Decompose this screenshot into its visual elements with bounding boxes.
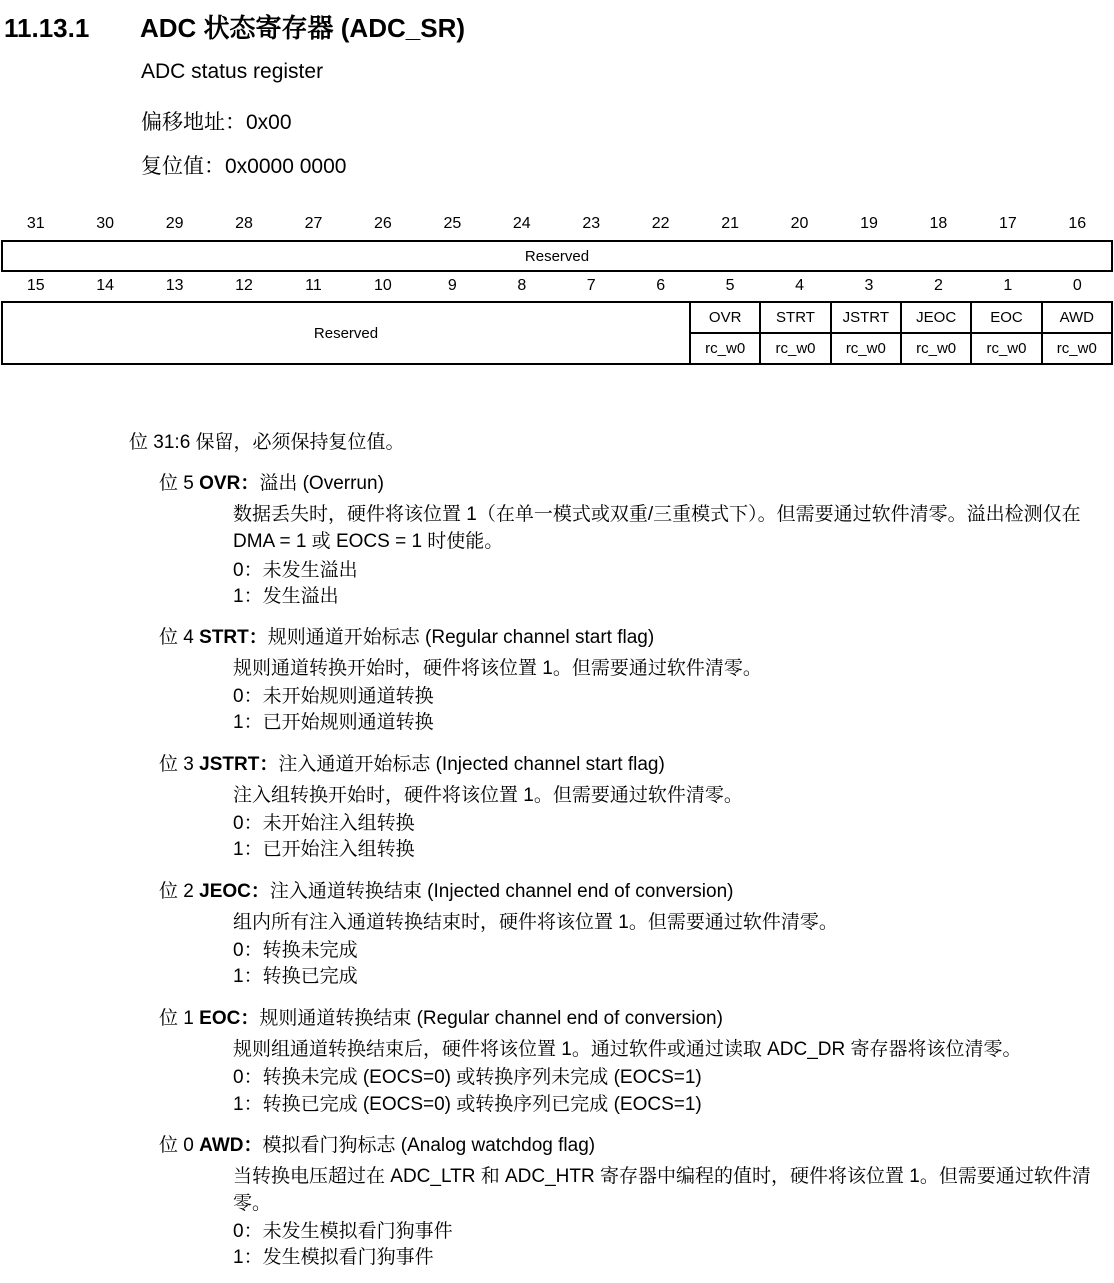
field-strt — [759, 303, 829, 363]
field-access: rc_w0 — [986, 340, 1027, 357]
awd-value-1: 1：发生模拟看门狗事件 — [233, 1247, 434, 1268]
jstrt-value-0: 0：未开始注入组转换 — [233, 813, 415, 834]
bit-range: 位 1 — [159, 1008, 194, 1029]
bit-number: 18 — [929, 215, 948, 232]
field-title: 注入通道开始标志 (Injected channel start flag) — [278, 754, 665, 775]
bit-number: 22 — [651, 215, 670, 232]
bit-number: 11 — [305, 277, 322, 294]
eoc-value-0: 0：转换未完成 (EOCS=0) 或转换序列未完成 (EOCS=1) — [233, 1067, 702, 1088]
field-name: JSTRT — [832, 303, 900, 334]
strt-title-line — [159, 625, 654, 651]
field-access: rc_w0 — [775, 340, 816, 357]
field-access: rc_w0 — [705, 340, 746, 357]
jeoc-title-line — [159, 879, 733, 905]
ovr-value-0: 0：未发生溢出 — [233, 560, 358, 581]
bit-number: 23 — [582, 215, 601, 232]
strt-description: 规则通道转换开始时，硬件将该位置 1。但需要通过软件清零。 — [233, 658, 762, 679]
bit-range: 位 2 — [159, 881, 194, 902]
ovr-value-1: 1：发生溢出 — [233, 586, 339, 607]
bit-number: 10 — [374, 277, 392, 294]
bit-number: 21 — [721, 215, 739, 232]
field-name: EOC — [972, 303, 1040, 334]
bit-number: 13 — [165, 277, 184, 294]
field-name: JEOC： — [199, 881, 270, 902]
offset-label: 偏移地址： — [141, 110, 246, 134]
bit-range: 位 5 — [159, 473, 194, 494]
field-ovr — [689, 303, 759, 363]
bit-range: 位 31:6 — [129, 432, 191, 453]
field-name: AWD： — [199, 1135, 263, 1156]
reset-label: 复位值： — [141, 154, 225, 178]
bit-fields — [689, 303, 1111, 363]
bit-number: 12 — [235, 277, 253, 294]
bit-number: 25 — [443, 215, 462, 232]
jeoc-value-0: 0：转换未完成 — [233, 940, 358, 961]
ovr-title-line — [159, 471, 384, 497]
jstrt-value-1: 1：已开始注入组转换 — [233, 839, 415, 860]
offset-address — [141, 106, 292, 136]
field-title: 溢出 (Overrun) — [259, 473, 384, 494]
bit-number: 16 — [1068, 215, 1087, 232]
bit-number: 15 — [26, 277, 45, 294]
awd-value-0: 0：未发生模拟看门狗事件 — [233, 1221, 453, 1242]
offset-value: 0x00 — [246, 111, 292, 134]
field-name: AWD — [1043, 303, 1111, 334]
bit-number: 19 — [860, 215, 878, 232]
bit-range: 位 4 — [159, 627, 194, 648]
bit-number: 4 — [795, 277, 804, 294]
field-title: 模拟看门狗标志 (Analog watchdog flag) — [262, 1135, 596, 1156]
eoc-title-line — [159, 1006, 723, 1032]
bit-number: 14 — [96, 277, 115, 294]
field-eoc — [970, 303, 1040, 363]
bit-number: 5 — [725, 277, 735, 294]
field-name: EOC： — [199, 1008, 260, 1029]
register-subtitle: ADC status register — [141, 60, 324, 83]
jstrt-title-line — [159, 752, 665, 778]
field-jeoc — [900, 303, 970, 363]
field-access: rc_w0 — [845, 340, 886, 357]
upper-bit-numbers — [1, 215, 1112, 235]
bit-number: 29 — [165, 215, 184, 232]
eoc-description: 规则组通道转换结束后，硬件将该位置 1。通过软件或通过读取 ADC_DR 寄存器将该位清零。 — [233, 1039, 1022, 1060]
jstrt-description: 注入组转换开始时，硬件将该位置 1。但需要通过软件清零。 — [233, 785, 743, 806]
lower-reserved-field — [3, 303, 689, 363]
eoc-value-1: 1：转换已完成 (EOCS=0) 或转换序列已完成 (EOCS=1) — [233, 1094, 702, 1115]
awd-description: 当转换电压超过在 ADC_LTR 和 ADC_HTR 寄存器中编程的值时，硬件将该位置 1。但需要通过软件清零。 — [233, 1166, 1091, 1214]
field-title: 规则通道转换结束 (Regular channel end of conversion) — [259, 1008, 723, 1029]
bit-number: 0 — [1072, 277, 1082, 294]
bit-number: 2 — [933, 277, 943, 294]
lower-register-row — [1, 301, 1113, 365]
upper-reserved-field — [1, 240, 1113, 272]
section-heading — [4, 8, 465, 45]
field-name: OVR： — [199, 473, 260, 494]
reset-value-text: 0x0000 0000 — [225, 155, 347, 178]
reserved-label: Reserved — [313, 324, 379, 342]
bit-number: 6 — [656, 277, 666, 294]
strt-value-1: 1：已开始规则通道转换 — [233, 712, 434, 733]
field-name: STRT： — [199, 627, 268, 648]
bit-number: 8 — [517, 277, 527, 294]
reset-value — [141, 150, 346, 180]
field-access: rc_w0 — [916, 340, 957, 357]
bit-number: 17 — [998, 215, 1017, 232]
bit-number: 3 — [864, 277, 874, 294]
field-name: OVR — [691, 303, 759, 334]
bit-range: 位 3 — [159, 754, 194, 775]
bit-number: 7 — [586, 277, 596, 294]
bit-number: 9 — [447, 277, 457, 294]
awd-title-line — [159, 1133, 595, 1159]
bit-range: 位 0 — [159, 1135, 194, 1156]
field-name: JSTRT： — [199, 754, 279, 775]
field-title: 注入通道转换结束 (Injected channel end of conversion) — [269, 881, 734, 902]
reserved-bits-description — [129, 429, 405, 456]
lower-bit-numbers — [1, 277, 1112, 297]
reserved-label: Reserved — [524, 247, 590, 265]
field-jstrt — [830, 303, 900, 363]
bit-number: 1 — [1003, 277, 1013, 294]
field-name: STRT — [761, 303, 829, 334]
bit-number: 31 — [26, 215, 45, 232]
bit-number: 26 — [374, 215, 392, 232]
jeoc-value-1: 1：转换已完成 — [233, 966, 358, 987]
bit-number: 20 — [790, 215, 809, 232]
bit-number: 27 — [304, 215, 323, 232]
section-number: 11.13.1 — [4, 13, 90, 43]
bit-number: 28 — [235, 215, 253, 232]
jeoc-description: 组内所有注入通道转换结束时，硬件将该位置 1。但需要通过软件清零。 — [233, 912, 838, 933]
field-name: JEOC — [902, 303, 970, 334]
field-awd — [1041, 303, 1111, 363]
bit-number: 24 — [512, 215, 531, 232]
section-title: ADC 状态寄存器 (ADC_SR) — [140, 13, 466, 43]
description-text: 保留，必须保持复位值。 — [195, 431, 405, 453]
bit-number: 30 — [96, 215, 115, 232]
strt-value-0: 0：未开始规则通道转换 — [233, 686, 434, 707]
field-access: rc_w0 — [1056, 340, 1097, 357]
field-title: 规则通道开始标志 (Regular channel start flag) — [267, 627, 655, 648]
ovr-description: 数据丢失时，硬件将该位置 1（在单一模式或双重/三重模式下）。但需要通过软件清零。溢出检测仅在 DMA = 1 或 EOCS = 1 时使能。 — [233, 504, 1081, 552]
